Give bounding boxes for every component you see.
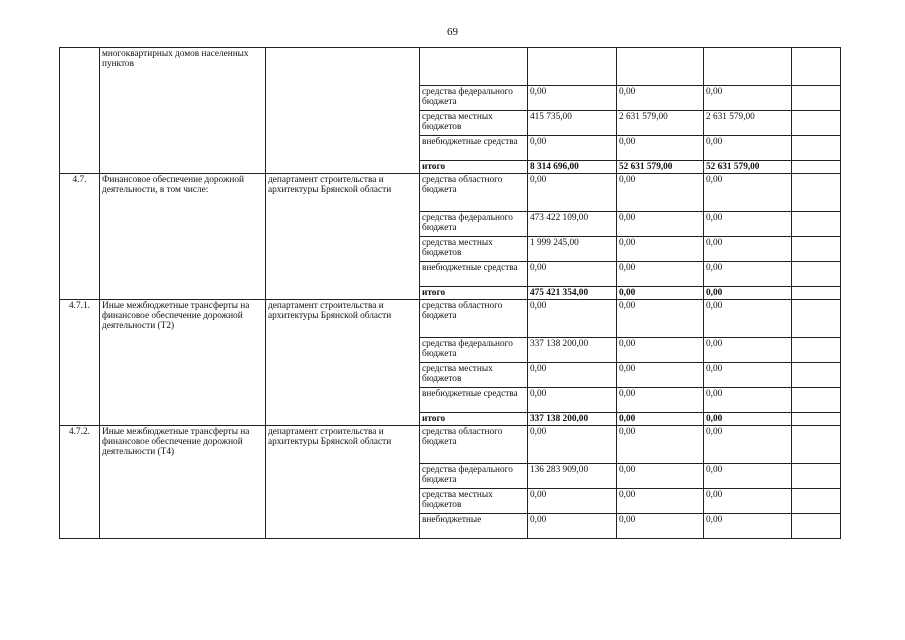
amount-cell: 0,00 xyxy=(704,136,792,161)
amount-cell: 0,00 xyxy=(704,464,792,489)
amount-cell: 0,00 xyxy=(528,86,617,111)
responsible-org xyxy=(266,48,420,174)
amount-cell: 0,00 xyxy=(617,237,704,262)
amount-cell: 0,00 xyxy=(617,86,704,111)
funding-source: внебюджетные средства xyxy=(420,388,528,413)
section-number: 4.7.1. xyxy=(60,300,100,426)
funding-source: внебюджетные средства xyxy=(420,136,528,161)
empty-cell xyxy=(792,489,841,514)
empty-cell xyxy=(792,174,841,212)
funding-source: итого xyxy=(420,287,528,300)
empty-cell xyxy=(792,338,841,363)
amount-cell: 0,00 xyxy=(617,262,704,287)
empty-cell xyxy=(792,300,841,338)
empty-cell xyxy=(792,388,841,413)
section-name: Иные межбюджетные трансферты на финансовое обеспечение дорожной деятельности (Т4) xyxy=(100,426,266,539)
empty-cell xyxy=(792,464,841,489)
funding-source: внебюджетные xyxy=(420,514,528,539)
amount-cell: 0,00 xyxy=(617,287,704,300)
amount-cell: 52 631 579,00 xyxy=(704,161,792,174)
empty-cell xyxy=(792,48,841,86)
amount-cell: 0,00 xyxy=(617,514,704,539)
amount-cell: 0,00 xyxy=(704,426,792,464)
amount-cell: 0,00 xyxy=(617,136,704,161)
amount-cell: 337 138 200,00 xyxy=(528,413,617,426)
amount-cell: 0,00 xyxy=(704,413,792,426)
funding-source: средства федерального бюджета xyxy=(420,464,528,489)
amount-cell: 136 283 909,00 xyxy=(528,464,617,489)
funding-source: средства областного бюджета xyxy=(420,426,528,464)
amount-cell xyxy=(617,48,704,86)
amount-cell: 0,00 xyxy=(704,287,792,300)
funding-source: средства местных бюджетов xyxy=(420,489,528,514)
funding-source xyxy=(420,48,528,86)
empty-cell xyxy=(792,287,841,300)
amount-cell xyxy=(704,48,792,86)
amount-cell: 0,00 xyxy=(704,212,792,237)
section-number: 4.7.2. xyxy=(60,426,100,539)
amount-cell: 0,00 xyxy=(528,136,617,161)
empty-cell xyxy=(792,136,841,161)
amount-cell: 0,00 xyxy=(617,426,704,464)
funding-source: средства местных бюджетов xyxy=(420,237,528,262)
responsible-org: департамент строительства и архитектуры Брянской области xyxy=(266,300,420,426)
section-name: Иные межбюджетные трансферты на финансовое обеспечение дорожной деятельности (Т2) xyxy=(100,300,266,426)
amount-cell: 475 421 354,00 xyxy=(528,287,617,300)
empty-cell xyxy=(792,111,841,136)
responsible-org: департамент строительства и архитектуры Брянской области xyxy=(266,426,420,539)
amount-cell: 0,00 xyxy=(528,489,617,514)
empty-cell xyxy=(792,514,841,539)
amount-cell: 0,00 xyxy=(528,388,617,413)
page-number: 69 xyxy=(447,26,458,38)
amount-cell: 0,00 xyxy=(617,174,704,212)
table-row xyxy=(60,426,841,464)
amount-cell: 0,00 xyxy=(617,388,704,413)
amount-cell: 52 631 579,00 xyxy=(617,161,704,174)
funding-source: итого xyxy=(420,161,528,174)
amount-cell: 0,00 xyxy=(528,363,617,388)
amount-cell: 0,00 xyxy=(704,262,792,287)
amount-cell: 0,00 xyxy=(704,174,792,212)
funding-source: средства областного бюджета xyxy=(420,300,528,338)
empty-cell xyxy=(792,262,841,287)
section-number: 4.7. xyxy=(60,174,100,300)
amount-cell: 337 138 200,00 xyxy=(528,338,617,363)
amount-cell: 0,00 xyxy=(528,262,617,287)
table-row xyxy=(60,300,841,338)
funding-source: итого xyxy=(420,413,528,426)
empty-cell xyxy=(792,161,841,174)
amount-cell: 1 999 245,00 xyxy=(528,237,617,262)
amount-cell: 0,00 xyxy=(704,237,792,262)
amount-cell: 0,00 xyxy=(528,174,617,212)
amount-cell: 0,00 xyxy=(704,388,792,413)
amount-cell: 0,00 xyxy=(617,363,704,388)
amount-cell: 0,00 xyxy=(704,86,792,111)
amount-cell: 0,00 xyxy=(617,212,704,237)
empty-cell xyxy=(792,237,841,262)
amount-cell: 415 735,00 xyxy=(528,111,617,136)
amount-cell: 2 631 579,00 xyxy=(704,111,792,136)
funding-source: средства федерального бюджета xyxy=(420,86,528,111)
funding-source: средства местных бюджетов xyxy=(420,111,528,136)
amount-cell: 2 631 579,00 xyxy=(617,111,704,136)
funding-source: средства федерального бюджета xyxy=(420,338,528,363)
empty-cell xyxy=(792,426,841,464)
amount-cell: 0,00 xyxy=(704,300,792,338)
funding-source: внебюджетные средства xyxy=(420,262,528,287)
empty-cell xyxy=(792,413,841,426)
amount-cell: 0,00 xyxy=(528,426,617,464)
amount-cell: 0,00 xyxy=(704,514,792,539)
funding-source: средства местных бюджетов xyxy=(420,363,528,388)
funding-source: средства федерального бюджета xyxy=(420,212,528,237)
amount-cell: 0,00 xyxy=(617,338,704,363)
responsible-org: департамент строительства и архитектуры Брянской области xyxy=(266,174,420,300)
section-name: многоквартирных домов населенных пунктов xyxy=(100,48,266,174)
amount-cell: 8 314 696,00 xyxy=(528,161,617,174)
amount-cell: 0,00 xyxy=(704,489,792,514)
budget-table xyxy=(59,47,841,539)
funding-source: средства областного бюджета xyxy=(420,174,528,212)
empty-cell xyxy=(792,363,841,388)
amount-cell xyxy=(528,48,617,86)
amount-cell: 0,00 xyxy=(528,300,617,338)
empty-cell xyxy=(792,86,841,111)
empty-cell xyxy=(792,212,841,237)
amount-cell: 0,00 xyxy=(528,514,617,539)
amount-cell: 0,00 xyxy=(704,363,792,388)
section-name: Финансовое обеспечение дорожной деятельности, в том числе: xyxy=(100,174,266,300)
section-number xyxy=(60,48,100,174)
table-row xyxy=(60,48,841,86)
amount-cell: 473 422 109,00 xyxy=(528,212,617,237)
amount-cell: 0,00 xyxy=(617,300,704,338)
amount-cell: 0,00 xyxy=(617,489,704,514)
amount-cell: 0,00 xyxy=(704,338,792,363)
table-row xyxy=(60,174,841,212)
amount-cell: 0,00 xyxy=(617,413,704,426)
amount-cell: 0,00 xyxy=(617,464,704,489)
